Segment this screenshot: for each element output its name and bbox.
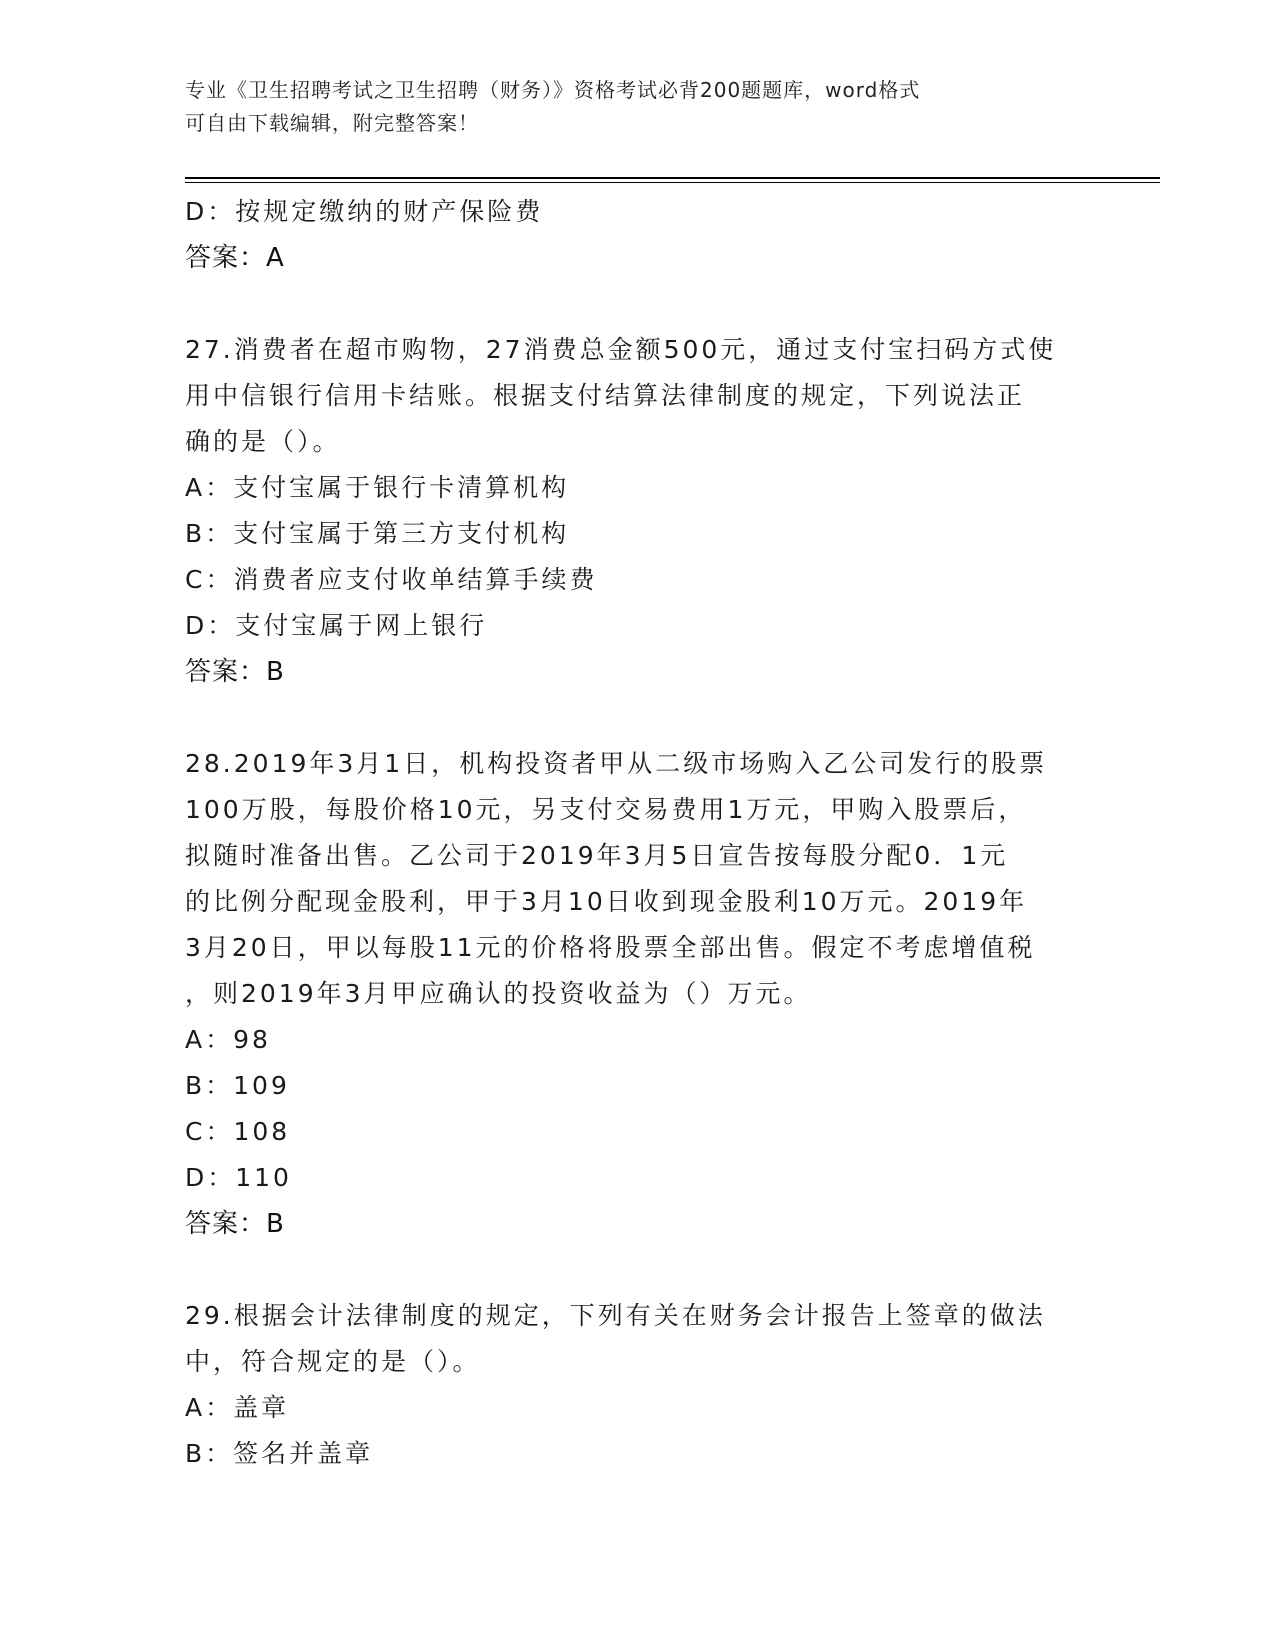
- header-title-line-2: 可自由下载编辑，附完整答案！: [185, 111, 479, 135]
- q28-stem-line: 3月20日，甲以每股11元的价格将股票全部出售。假定不考虑增值税: [185, 933, 1036, 962]
- q27-stem-line: 27.消费者在超市购物，27消费总金额500元，通过支付宝扫码方式使: [185, 335, 1057, 364]
- question-28: [185, 741, 1085, 1247]
- q27-stem-line: 用中信银行信用卡结账。根据支付结算法律制度的规定，下列说法正: [185, 381, 1026, 410]
- header-divider-thin: [185, 182, 1160, 183]
- q26-answer: 答案：A: [185, 243, 285, 273]
- document-header: [185, 74, 1065, 140]
- q29-stem-line: 中，符合规定的是（）。: [185, 1347, 481, 1376]
- q27-option-b: B：支付宝属于第三方支付机构: [185, 519, 570, 548]
- header-title-line-1: 专业《卫生招聘考试之卫生招聘（财务）》资格考试必背200题题库，word格式: [185, 78, 921, 102]
- q28-answer: 答案：B: [185, 1209, 285, 1239]
- spacer: [185, 281, 1085, 327]
- header-divider-thick: [185, 177, 1160, 179]
- q29-stem-line: 29.根据会计法律制度的规定，下列有关在财务会计报告上签章的做法: [185, 1301, 1046, 1330]
- spacer: [185, 1247, 1085, 1293]
- q28-stem-line: ，则2019年3月甲应确认的投资收益为（）万元。: [185, 979, 812, 1008]
- q28-stem-line: 28.2019年3月1日，机构投资者甲从二级市场购入乙公司发行的股票: [185, 749, 1048, 778]
- q27-answer: 答案：B: [185, 657, 285, 687]
- q28-stem-line: 拟随时准备出售。乙公司于2019年3月5日宣告按每股分配0．1元: [185, 841, 1009, 870]
- question-29: [185, 1293, 1085, 1477]
- q28-option-b: B：109: [185, 1071, 290, 1100]
- q29-option-b: B：签名并盖章: [185, 1439, 374, 1468]
- q27-option-c: C：消费者应支付收单结算手续费: [185, 565, 598, 594]
- q26-option-d: D：按规定缴纳的财产保险费: [185, 197, 544, 226]
- q29-option-a: A：盖章: [185, 1393, 290, 1422]
- q28-option-a: A：98: [185, 1025, 271, 1054]
- q28-option-d: D：110: [185, 1163, 292, 1192]
- q27-option-a: A：支付宝属于银行卡清算机构: [185, 473, 570, 502]
- q28-stem-line: 100万股，每股价格10元，另支付交易费用1万元，甲购入股票后，: [185, 795, 1027, 824]
- spacer: [185, 695, 1085, 741]
- q28-option-c: C：108: [185, 1117, 291, 1146]
- question-27: [185, 327, 1085, 695]
- q28-stem-line: 的比例分配现金股利，甲于3月10日收到现金股利10万元。2019年: [185, 887, 1028, 916]
- q27-option-d: D：支付宝属于网上银行: [185, 611, 488, 640]
- document-body: [185, 189, 1085, 1477]
- q27-stem-line: 确的是（）。: [185, 427, 341, 456]
